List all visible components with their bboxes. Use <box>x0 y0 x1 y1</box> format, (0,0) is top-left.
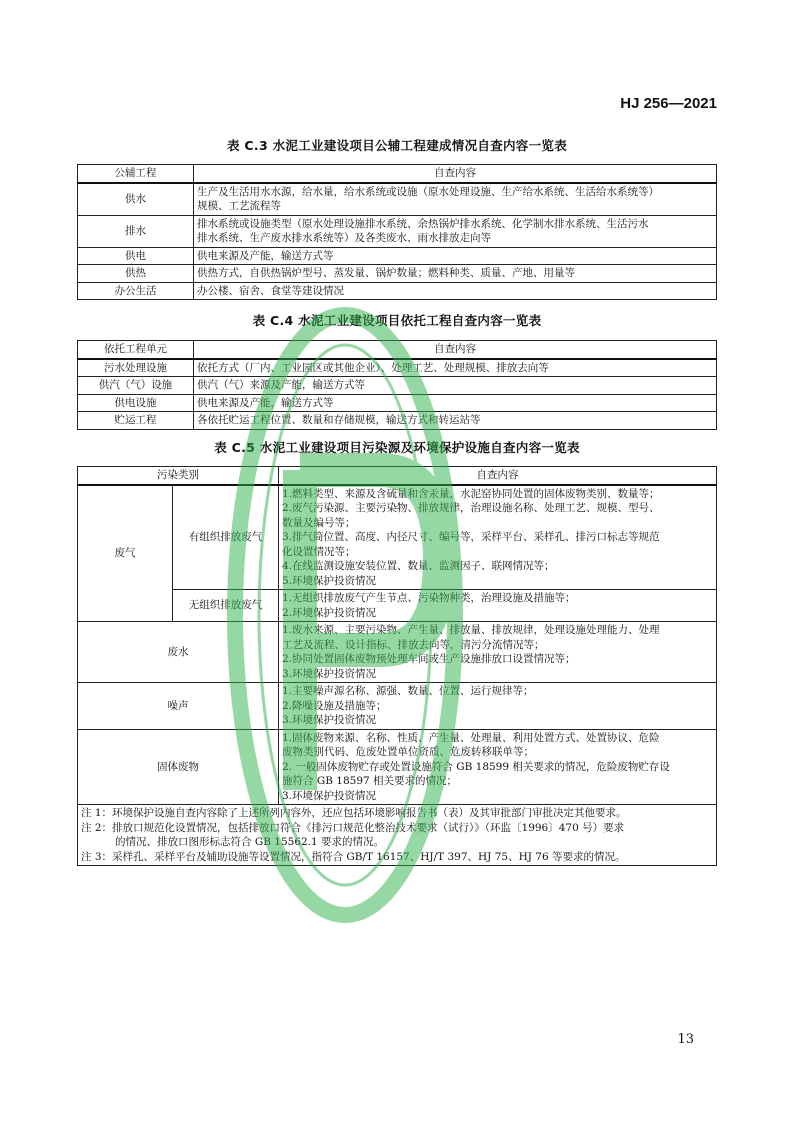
table-row <box>78 359 717 377</box>
standard-number: HJ 256—2021 <box>620 95 717 112</box>
table-row <box>78 215 717 247</box>
row-label: 供电设施 <box>78 394 194 412</box>
header-cell: 自查内容 <box>279 467 717 485</box>
table-row <box>78 247 717 265</box>
table-header-row <box>78 467 717 485</box>
note-2: 注 2：排放口规范化设置情况，包括排放口符合《排污口规范化整治技术要求（试行）》（环监〔1996〕470 号）要求 <box>81 821 625 834</box>
content-line: 3.环境保护投资情况 <box>282 714 377 726</box>
header-cell: 自查内容 <box>194 165 717 183</box>
table-row <box>78 622 717 683</box>
table-row <box>78 183 717 216</box>
note-2-continued: 的情况、排放口图形标志符合 GB 15562.1 要求的情况。 <box>115 836 385 848</box>
content-line: 工艺及流程、设计指标、排放去向等，清污分流情况等； <box>282 638 545 651</box>
content-line: 规模、工艺流程等 <box>197 200 281 212</box>
content-line: 化设置情况等； <box>282 545 356 558</box>
row-content <box>279 622 717 683</box>
header-cell: 公辅工程 <box>78 165 194 183</box>
content-line: 5.环境保护投资情况 <box>282 574 377 587</box>
content-line: 1.燃料类型、来源及含硫量和含汞量，水泥窑协同处置的固体废物类别、数量等； <box>282 487 660 500</box>
content-line: 4.在线监测设施安装位置、数量、监测因子、联网情况等； <box>282 560 555 572</box>
row-sublabel: 有组织排放废气 <box>173 485 279 590</box>
row-label: 污水处理设施 <box>78 359 194 377</box>
row-label: 供汽（气）设施 <box>78 377 194 395</box>
table-notes <box>78 805 717 866</box>
content-line: 生产及生活用水水源，给水量，给水系统或设施（原水处理设施、生产给水系统、生活给水系统等） <box>197 185 659 198</box>
table-row <box>78 485 717 590</box>
table-row <box>78 394 717 412</box>
row-label: 固体废物 <box>78 729 279 805</box>
content-line: 2.降噪设施及措施等； <box>282 699 387 712</box>
row-label: 供水 <box>78 183 194 216</box>
header-cell: 污染类别 <box>78 467 279 485</box>
row-label: 排水 <box>78 215 194 247</box>
note-1: 注 1：环境保护设施自查内容除了上述所列内容外，还应包括环境影响报告书（表）及其审批部门审批决定其他要求。 <box>81 807 627 819</box>
row-content <box>279 683 717 730</box>
table-c4 <box>77 340 717 430</box>
content-line: 2.协同处置固体废物预处理车间或生产设施排放口设置情况等； <box>282 653 576 665</box>
row-label: 供电 <box>78 247 194 265</box>
row-content: 供热方式，自供热锅炉型号、蒸发量、锅炉数量；燃料种类、质量、产地、用量等 <box>194 265 717 283</box>
content-line: 废物类别代码、危废处置单位资质、危废转移联单等； <box>282 746 534 758</box>
table-row <box>78 729 717 805</box>
content-line: 排水系统、生产废水排水系统等）及各类废水、雨水排放走向等 <box>197 232 491 244</box>
row-label: 办公生活 <box>78 282 194 300</box>
header-cell: 自查内容 <box>194 341 717 359</box>
content-line: 2.环境保护投资情况 <box>282 606 377 619</box>
table-c5-caption: 表 C.5 水泥工业建设项目污染源及环境保护设施自查内容一览表 <box>214 440 580 455</box>
row-label-waste-gas: 废气 <box>78 485 173 622</box>
row-content: 供电来源及产能，输送方式等 <box>194 394 717 412</box>
table-header-row <box>78 341 717 359</box>
content-line: 1.主要噪声源名称、源强、数量、位置、运行规律等； <box>282 685 534 697</box>
content-line: 3.环境保护投资情况 <box>282 667 377 680</box>
row-content: 办公楼、宿舍、食堂等建设情况 <box>194 282 717 300</box>
row-label: 供热 <box>78 265 194 283</box>
row-content: 各依托贮运工程位置、数量和存储规模，输送方式和转运站等 <box>194 412 717 430</box>
row-content <box>279 729 717 805</box>
note-3: 注 3：采样孔、采样平台及辅助设施等设置情况，指符合 GB/T 16157、HJ/T 397、HJ 75、HJ 76 等要求的情况。 <box>81 850 626 863</box>
table-row <box>78 282 717 300</box>
table-row <box>78 683 717 730</box>
page-number: 13 <box>677 1032 694 1047</box>
content-line: 2.废气污染源、主要污染物、排放规律，治理设施名称、处理工艺、规模、型号、 <box>282 502 660 514</box>
row-label: 废水 <box>78 622 279 683</box>
table-row <box>78 590 717 622</box>
row-content <box>194 215 717 247</box>
row-content <box>279 590 717 622</box>
table-row <box>78 265 717 283</box>
content-line: 1.固体废物来源、名称、性质、产生量、处理量、利用处置方式、处置协议、危险 <box>282 731 660 744</box>
row-content <box>194 183 717 216</box>
content-line: 排水系统或设施类型（原水处理设施排水系统、余热锅炉排水系统、化学制水排水系统、生活污水 <box>197 217 649 230</box>
notes-row <box>78 805 717 866</box>
table-c3 <box>77 164 717 300</box>
content-line: 3.环境保护投资情况 <box>282 789 377 802</box>
table-row <box>78 412 717 430</box>
content-line: 2. 一般固体废物贮存或处置设施符合 GB 18599 相关要求的情况，危险废物贮存设 <box>282 760 670 773</box>
row-label: 贮运工程 <box>78 412 194 430</box>
table-c3-caption: 表 C.3 水泥工业建设项目公辅工程建成情况自查内容一览表 <box>226 138 568 153</box>
row-content: 供电来源及产能，输送方式等 <box>194 247 717 265</box>
content-line: 1.废水来源、主要污染物、产生量、排放量、排放规律，处理设施处理能力、处理 <box>282 624 660 636</box>
table-row <box>78 377 717 395</box>
content-line: 数量及编号等； <box>282 516 356 529</box>
row-content: 依托方式（厂内、工业园区或其他企业）、处理工艺、处理规模、排放去向等 <box>194 359 717 377</box>
row-label: 噪声 <box>78 683 279 730</box>
table-c4-caption: 表 C.4 水泥工业建设项目依托工程自查内容一览表 <box>252 313 542 328</box>
header-cell: 依托工程单元 <box>78 341 194 359</box>
row-sublabel: 无组织排放废气 <box>173 590 279 622</box>
content-line: 1.无组织排放废气产生节点、污染物种类，治理设施及措施等； <box>282 592 576 604</box>
row-content: 供汽（气）来源及产能，输送方式等 <box>194 377 717 395</box>
table-c5 <box>77 466 717 866</box>
content-line: 3.排气筒位置、高度、内径尺寸、编号等，采样平台、采样孔、排污口标志等规范 <box>282 531 660 543</box>
content-line: 施符合 GB 18597 相关要求的情况； <box>282 775 458 787</box>
table-header-row <box>78 165 717 183</box>
row-content <box>279 485 717 590</box>
